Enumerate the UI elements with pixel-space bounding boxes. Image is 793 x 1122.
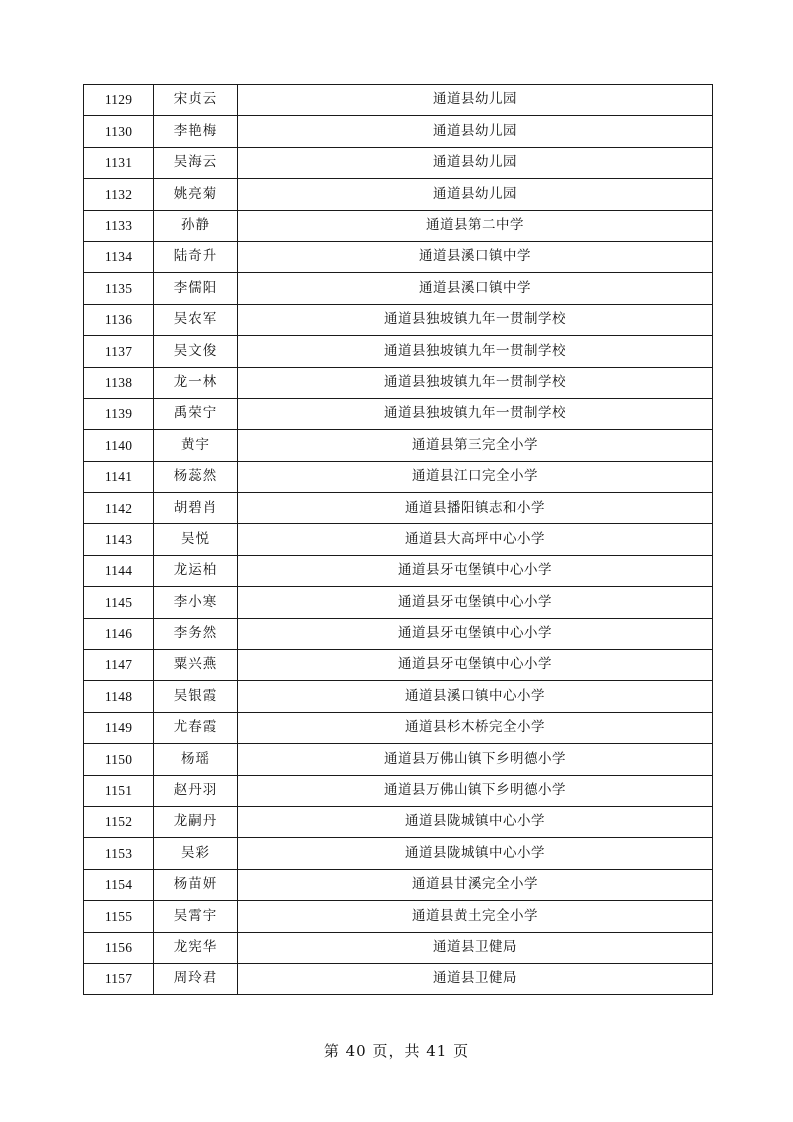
table-row (84, 712, 713, 743)
serial-number-cell: 1130 (84, 116, 154, 147)
person-name-cell: 杨蕊然 (154, 461, 238, 492)
person-name-cell: 赵丹羽 (154, 775, 238, 806)
serial-number-cell: 1129 (84, 85, 154, 116)
table-row (84, 430, 713, 461)
table-row (84, 273, 713, 304)
serial-number-cell: 1149 (84, 712, 154, 743)
serial-number-cell: 1136 (84, 304, 154, 335)
person-name-cell: 周玲君 (154, 963, 238, 994)
table-row (84, 775, 713, 806)
table-row (84, 524, 713, 555)
table-row (84, 336, 713, 367)
person-name-cell: 吴农军 (154, 304, 238, 335)
serial-number-cell: 1134 (84, 241, 154, 272)
person-name-cell: 粟兴燕 (154, 650, 238, 681)
organization-cell: 通道县牙屯堡镇中心小学 (238, 587, 713, 618)
person-name-cell: 黄宇 (154, 430, 238, 461)
serial-number-cell: 1151 (84, 775, 154, 806)
serial-number-cell: 1157 (84, 963, 154, 994)
table-row (84, 147, 713, 178)
organization-cell: 通道县杉木桥完全小学 (238, 712, 713, 743)
table-row (84, 304, 713, 335)
person-name-cell: 禹荣宁 (154, 398, 238, 429)
person-name-cell: 李小寒 (154, 587, 238, 618)
person-name-cell: 吴文俊 (154, 336, 238, 367)
serial-number-cell: 1133 (84, 210, 154, 241)
serial-number-cell: 1138 (84, 367, 154, 398)
person-name-cell: 吴霄宇 (154, 901, 238, 932)
serial-number-cell: 1139 (84, 398, 154, 429)
organization-cell: 通道县溪口镇中心小学 (238, 681, 713, 712)
person-name-cell: 孙静 (154, 210, 238, 241)
table-row (84, 681, 713, 712)
table-row (84, 555, 713, 586)
organization-cell: 通道县独坡镇九年一贯制学校 (238, 304, 713, 335)
person-name-cell: 龙嗣丹 (154, 806, 238, 837)
serial-number-cell: 1142 (84, 493, 154, 524)
serial-number-cell: 1143 (84, 524, 154, 555)
serial-number-cell: 1135 (84, 273, 154, 304)
organization-cell: 通道县幼儿园 (238, 85, 713, 116)
organization-cell: 通道县甘溪完全小学 (238, 869, 713, 900)
table-row (84, 744, 713, 775)
organization-cell: 通道县幼儿园 (238, 147, 713, 178)
serial-number-cell: 1140 (84, 430, 154, 461)
table-row (84, 85, 713, 116)
organization-cell: 通道县江口完全小学 (238, 461, 713, 492)
table-row (84, 398, 713, 429)
organization-cell: 通道县独坡镇九年一贯制学校 (238, 336, 713, 367)
person-name-cell: 杨苗妍 (154, 869, 238, 900)
person-name-cell: 龙宪华 (154, 932, 238, 963)
organization-cell: 通道县卫健局 (238, 963, 713, 994)
table-row (84, 367, 713, 398)
table-row (84, 806, 713, 837)
organization-cell: 通道县幼儿园 (238, 116, 713, 147)
person-name-cell: 姚亮菊 (154, 179, 238, 210)
person-name-cell: 杨瑶 (154, 744, 238, 775)
serial-number-cell: 1156 (84, 932, 154, 963)
table-row (84, 838, 713, 869)
organization-cell: 通道县万佛山镇下乡明德小学 (238, 744, 713, 775)
organization-cell: 通道县独坡镇九年一贯制学校 (238, 398, 713, 429)
serial-number-cell: 1153 (84, 838, 154, 869)
table-row (84, 587, 713, 618)
table-row (84, 116, 713, 147)
person-name-cell: 龙运柏 (154, 555, 238, 586)
organization-cell: 通道县万佛山镇下乡明德小学 (238, 775, 713, 806)
table-row (84, 869, 713, 900)
serial-number-cell: 1144 (84, 555, 154, 586)
organization-cell: 通道县第二中学 (238, 210, 713, 241)
person-name-cell: 龙一林 (154, 367, 238, 398)
table-row (84, 963, 713, 994)
person-name-cell: 吴彩 (154, 838, 238, 869)
organization-cell: 通道县黄土完全小学 (238, 901, 713, 932)
serial-number-cell: 1155 (84, 901, 154, 932)
table-row (84, 650, 713, 681)
person-name-cell: 李艳梅 (154, 116, 238, 147)
serial-number-cell: 1154 (84, 869, 154, 900)
serial-number-cell: 1132 (84, 179, 154, 210)
organization-cell: 通道县溪口镇中学 (238, 273, 713, 304)
organization-cell: 通道县播阳镇志和小学 (238, 493, 713, 524)
organization-cell: 通道县大高坪中心小学 (238, 524, 713, 555)
organization-cell: 通道县幼儿园 (238, 179, 713, 210)
organization-cell: 通道县第三完全小学 (238, 430, 713, 461)
serial-number-cell: 1152 (84, 806, 154, 837)
roster-table-body (84, 85, 713, 995)
table-row (84, 932, 713, 963)
serial-number-cell: 1147 (84, 650, 154, 681)
serial-number-cell: 1145 (84, 587, 154, 618)
table-row (84, 618, 713, 649)
table-row (84, 493, 713, 524)
person-name-cell: 胡碧肖 (154, 493, 238, 524)
roster-table (83, 84, 713, 995)
organization-cell: 通道县牙屯堡镇中心小学 (238, 618, 713, 649)
table-row (84, 461, 713, 492)
person-name-cell: 吴银霞 (154, 681, 238, 712)
organization-cell: 通道县卫健局 (238, 932, 713, 963)
table-row (84, 901, 713, 932)
organization-cell: 通道县溪口镇中学 (238, 241, 713, 272)
person-name-cell: 宋贞云 (154, 85, 238, 116)
table-row (84, 210, 713, 241)
organization-cell: 通道县陇城镇中心小学 (238, 838, 713, 869)
person-name-cell: 尤春霞 (154, 712, 238, 743)
table-row (84, 179, 713, 210)
organization-cell: 通道县牙屯堡镇中心小学 (238, 555, 713, 586)
organization-cell: 通道县陇城镇中心小学 (238, 806, 713, 837)
serial-number-cell: 1146 (84, 618, 154, 649)
organization-cell: 通道县独坡镇九年一贯制学校 (238, 367, 713, 398)
serial-number-cell: 1137 (84, 336, 154, 367)
person-name-cell: 吴悦 (154, 524, 238, 555)
serial-number-cell: 1150 (84, 744, 154, 775)
person-name-cell: 陆奇升 (154, 241, 238, 272)
person-name-cell: 李务然 (154, 618, 238, 649)
organization-cell: 通道县牙屯堡镇中心小学 (238, 650, 713, 681)
table-row (84, 241, 713, 272)
person-name-cell: 吴海云 (154, 147, 238, 178)
serial-number-cell: 1141 (84, 461, 154, 492)
person-name-cell: 李儒阳 (154, 273, 238, 304)
serial-number-cell: 1148 (84, 681, 154, 712)
serial-number-cell: 1131 (84, 147, 154, 178)
page-number-footer: 第 40 页，共 41 页 (323, 1042, 470, 1060)
